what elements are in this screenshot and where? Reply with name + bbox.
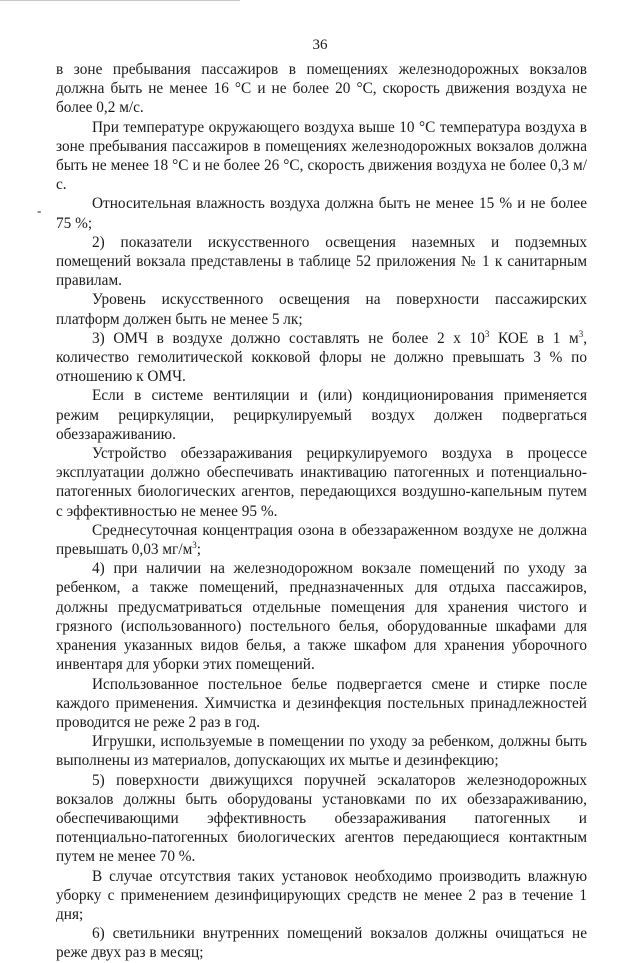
paragraph: Устройство обеззараживания рециркулируемого воздуха в процессе эксплуатации должно обеспечивать инактивацию патогенных и потенциально-патогенных биологических агентов, передающихся воздушно-капельным путем с эффективностью не менее 95 %.	[56, 445, 587, 520]
paragraph	[56, 521, 587, 559]
paragraph: 2) показатели искусственного освещения наземных и подземных помещений вокзала представлены в таблице 52 приложения № 1 к санитарным правилам.	[56, 233, 587, 290]
superscript: 3	[578, 328, 584, 339]
text-run: , количество гемолитической кокковой флоры не должно превышать 3 % по отношению к ОМЧ.	[56, 329, 588, 386]
document-body	[56, 60, 587, 963]
paragraph: 6) светильники внутренних помещений вокзалов должны очищаться не реже двух раз в месяц;	[56, 925, 587, 962]
superscript: 3	[192, 540, 197, 551]
paragraph: Использованное постельное белье подвергается смене и стирке после каждого применения. Химчистка и дезинфекция постельных принадлежностей проводится не реже 2 раз в год.	[56, 675, 587, 731]
paragraph: При температуре окружающего воздуха выше 10 °С температура воздуха в зоне пребывания пассажиров в помещениях железнодорожных вокзалов должна быть не менее 18 °С и не более 26 °С, скорость движения воздуха не более 0,3 м/с.	[56, 118, 587, 194]
top-rule	[0, 0, 240, 1]
superscript: 3	[484, 328, 490, 339]
paragraph: Относительная влажность воздуха должна быть не менее 15 % и не более 75 %;	[56, 195, 587, 232]
margin-mark: -	[37, 203, 42, 218]
text-run: 3) ОМЧ в воздухе должно составлять не более 2 х 10	[92, 329, 485, 347]
paragraph: 5) поверхности движущихся поручней эскалаторов железнодорожных вокзалов должны быть оборудованы установками по их обеззараживанию, обеспечивающими эффективность обеззараживания патогенных и потенциально-патогенных биологических агентов передающиеся контактным путем не менее 70 %.	[56, 771, 587, 866]
text-run: ;	[196, 541, 202, 559]
paragraph: Уровень искусственного освещения на поверхности пассажирских платформ должен быть не менее 5 лк;	[56, 291, 587, 328]
paragraph: Игрушки, используемые в помещении по уходу за ребенком, должны быть выполнены из материалов, допускающих их мытье и дезинфекцию;	[56, 733, 587, 770]
paragraph: в зоне пребывания пассажиров в помещениях железнодорожных вокзалов должна быть не менее 16 °С и не более 20 °С, скорость движения воздуха не более 0,2 м/с.	[56, 61, 587, 117]
paragraph: В случае отсутствия таких установок необходимо производить влажную уборку с применением дезинфицирующих средств не менее 2 раз в течение 1 дня;	[56, 867, 587, 923]
text-run: Среднесуточная концентрация озона в обеззараженном воздухе не должна превышать 0,03 мг/м	[56, 521, 587, 559]
paragraph	[56, 329, 587, 387]
paragraph: Если в системе вентиляции и (или) кондиционирования применяется режим рециркуляции, рециркулируемый воздух должен подвергаться обеззараживанию.	[56, 387, 587, 443]
text-run: КОЕ в 1 м	[489, 329, 579, 347]
paragraph: 4) при наличии на железнодорожном вокзале помещений по уходу за ребенком, а также помещений, предназначенных для отдыха пассажиров, должны предусматриваться отдельные помещения для хранения чистого и грязного (использованного) постельного белья, оборудованные шкафами для хранения указанных видов белья, а также шкафом для хранения уборочного инвентаря для уборки этих помещений.	[56, 560, 587, 674]
page-number: 36	[312, 37, 328, 53]
